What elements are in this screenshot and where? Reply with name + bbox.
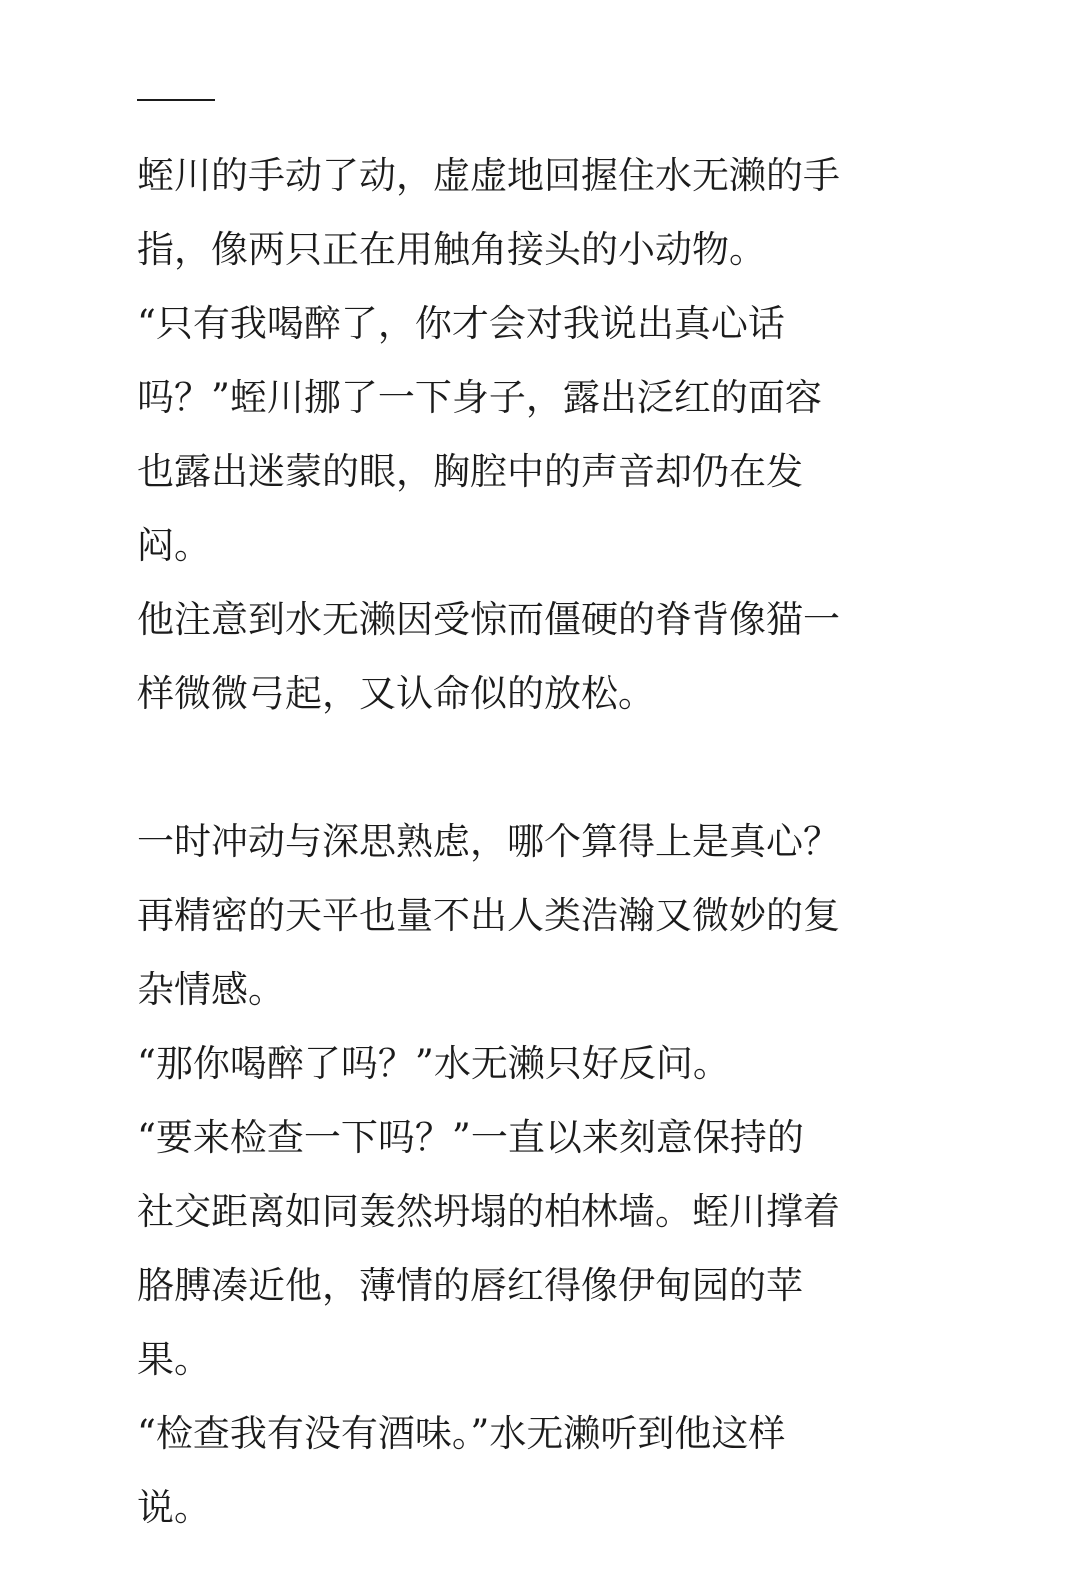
- text-line: 指，像两只正在用触角接头的小动物。: [137, 228, 766, 271]
- text-line: “那你喝醉了吗？”水无濑只好反问。: [137, 1042, 730, 1085]
- text-body: [137, 139, 927, 1545]
- section-divider: [137, 99, 215, 101]
- blank-line: [137, 731, 927, 805]
- text-line: 一时冲动与深思熟虑，哪个算得上是真心？: [137, 820, 840, 863]
- text-line: 样微微弓起，又认命似的放松。: [137, 672, 655, 715]
- text-line: 闷。: [137, 524, 211, 567]
- text-line: “要来检查一下吗？”一直以来刻意保持的: [137, 1116, 804, 1159]
- text-line: “只有我喝醉了，你才会对我说出真心话: [137, 302, 785, 345]
- text-line: 杂情感。: [137, 968, 285, 1011]
- text-line: 社交距离如同轰然坍塌的柏林墙。蛭川撑着: [137, 1190, 840, 1233]
- text-line: 说。: [137, 1486, 211, 1529]
- text-line: 也露出迷蒙的眼，胸腔中的声音却仍在发: [137, 450, 803, 493]
- document-page: [137, 0, 927, 1587]
- text-line: 吗？”蛭川挪了一下身子，露出泛红的面容: [137, 376, 822, 419]
- text-line: 胳膊凑近他，薄情的唇红得像伊甸园的苹: [137, 1264, 803, 1307]
- text-line: 他注意到水无濑因受惊而僵硬的脊背像猫一: [137, 598, 840, 641]
- text-line: 蛭川的手动了动，虚虚地回握住水无濑的手: [137, 154, 840, 197]
- text-line: 果。: [137, 1338, 211, 1381]
- text-line: 再精密的天平也量不出人类浩瀚又微妙的复: [137, 894, 840, 937]
- text-line: “检查我有没有酒味。”水无濑听到他这样: [137, 1412, 786, 1455]
